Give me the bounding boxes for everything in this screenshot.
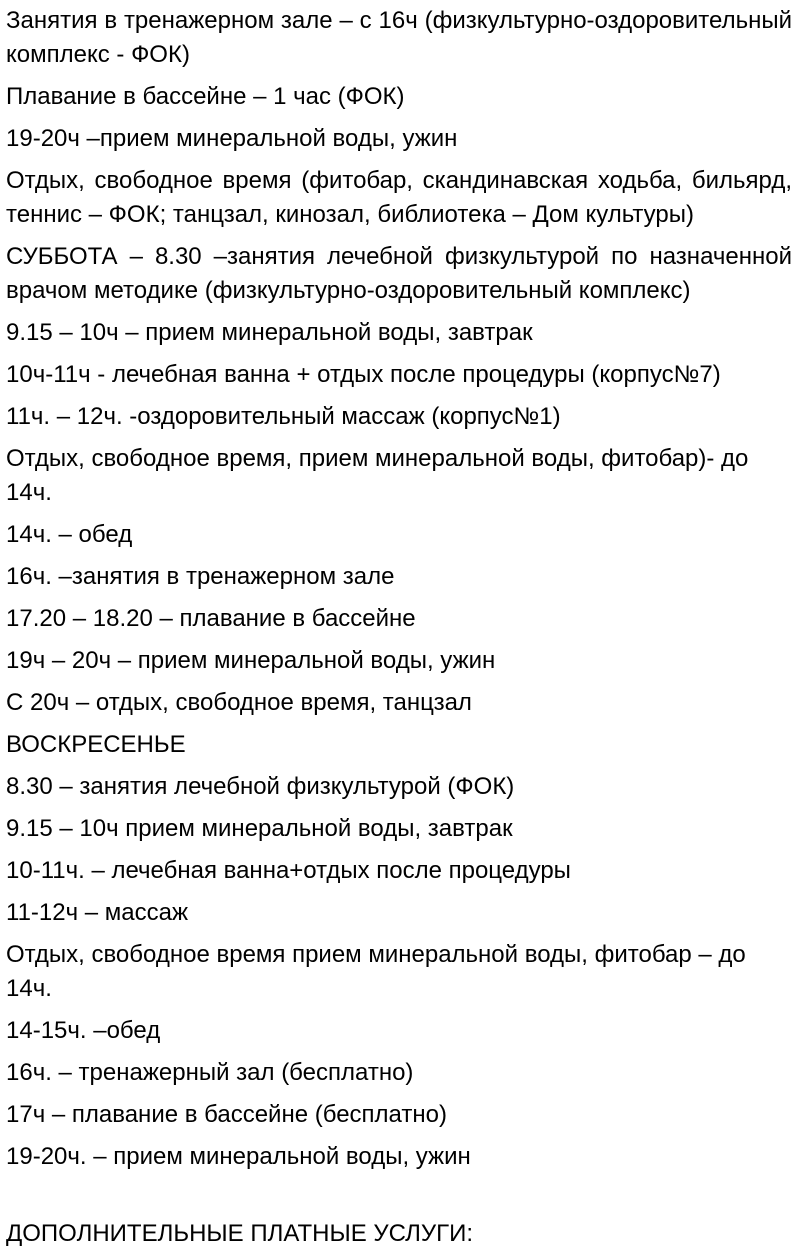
schedule-item-sat-dinner: 19ч – 20ч – прием минеральной воды, ужин: [6, 647, 496, 674]
schedule-item-sat-pool: 17.20 – 18.20 – плавание в бассейне: [6, 605, 416, 632]
schedule-item-sat-massage: 11ч. – 12ч. -оздоровительный массаж (корпус№1): [6, 403, 561, 430]
schedule-item-sat-breakfast: 9.15 – 10ч – прием минеральной воды, завтрак: [6, 319, 533, 346]
schedule-item-gym-weekday: Занятия в тренажерном зале – с 16ч (физкультурно-оздоровительный комплекс - ФОК): [6, 7, 792, 68]
schedule-item-sat-leisure: Отдых, свободное время, прием минеральной воды, фитобар)- до 14ч.: [6, 445, 749, 506]
schedule-item-sun-dinner: 19-20ч. – прием минеральной воды, ужин: [6, 1143, 471, 1170]
schedule-item-sun-massage: 11-12ч – массаж: [6, 899, 189, 926]
schedule-item-sun-pool: 17ч – плавание в бассейне (бесплатно): [6, 1101, 447, 1128]
schedule-item-sat-evening: С 20ч – отдых, свободное время, танцзал: [6, 689, 472, 716]
day-heading-saturday-paragraph: СУББОТА – 8.30 –занятия лечебной физкультурой по назначенной врачом методике (физкультурно-оздоровительный комплекс): [6, 243, 792, 304]
schedule-item-dinner-weekday: 19-20ч –прием минеральной воды, ужин: [6, 125, 458, 152]
schedule-item-leisure-weekday: Отдых, свободное время (фитобар, скандинавская ходьба, бильярд, теннис – ФОК; танцзал, кинозал, библиотека – Дом культуры): [6, 167, 792, 228]
schedule-item-sat-gym: 16ч. –занятия в тренажерном зале: [6, 563, 395, 590]
schedule-item-sat-lunch: 14ч. – обед: [6, 521, 133, 548]
schedule-item-pool-weekday: Плавание в бассейне – 1 час (ФОК): [6, 83, 405, 110]
schedule-item-sat-bath: 10ч-11ч - лечебная ванна + отдых после процедуры (корпус№7): [6, 361, 721, 388]
schedule-item-sun-lunch: 14-15ч. –обед: [6, 1017, 161, 1044]
schedule-item-sun-gym: 16ч. – тренажерный зал (бесплатно): [6, 1059, 414, 1086]
schedule-item-sun-leisure: Отдых, свободное время прием минеральной воды, фитобар – до 14ч.: [6, 941, 746, 1002]
schedule-item-sun-bath: 10-11ч. – лечебная ванна+отдых после процедуры: [6, 857, 571, 884]
schedule-item-sun-exercise: 8.30 – занятия лечебной физкультурой (ФОК): [6, 773, 515, 800]
schedule-item-sun-breakfast: 9.15 – 10ч прием минеральной воды, завтрак: [6, 815, 513, 842]
paid-services-heading: ДОПОЛНИТЕЛЬНЫЕ ПЛАТНЫЕ УСЛУГИ:: [6, 1220, 474, 1247]
day-heading-sunday: ВОСКРЕСЕНЬЕ: [6, 731, 186, 758]
